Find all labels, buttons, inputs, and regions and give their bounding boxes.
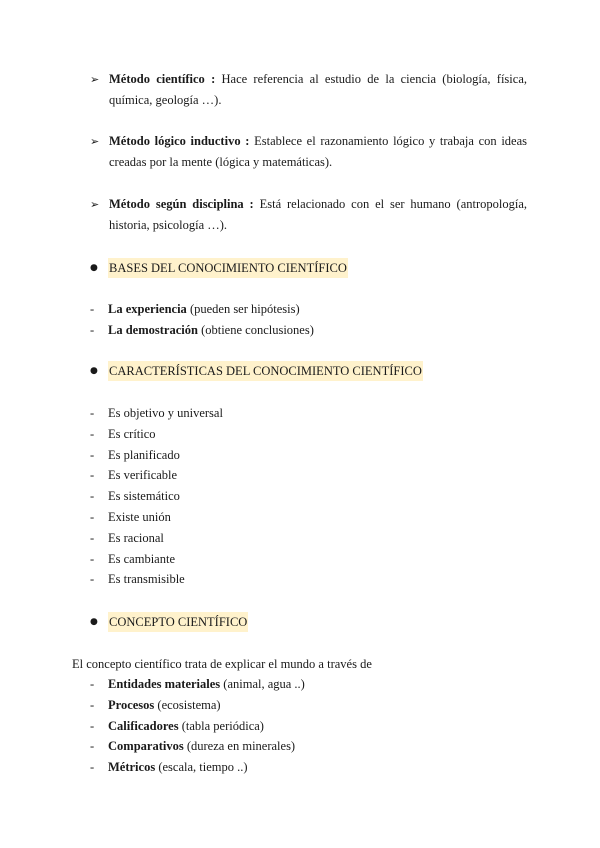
dash-marker: - <box>90 322 95 337</box>
method-term: Método científico : <box>109 72 216 86</box>
dash-marker: - <box>90 718 95 733</box>
dash-marker: - <box>90 572 95 587</box>
dash-marker: - <box>90 447 95 462</box>
item-term: La experiencia <box>108 302 187 316</box>
dash-marker: - <box>90 406 95 420</box>
item-text: Es transmisible <box>108 572 185 587</box>
dash-marker: - <box>90 551 95 566</box>
highlighted-heading: BASES DEL CONOCIMIENTO CIENTÍFICO <box>108 258 348 278</box>
method-description: Establece el razonamiento lógico y trabaja con ideas creadas por la mente (lógica y matemáticas). <box>109 134 528 169</box>
dash-marker: - <box>90 760 95 775</box>
item-text: Es racional <box>108 530 164 545</box>
item-term: Comparativos <box>108 739 184 754</box>
item-detail: (animal, agua ..) <box>220 677 305 691</box>
dash-marker: - <box>90 489 95 504</box>
item-detail: (pueden ser hipótesis) <box>186 302 300 316</box>
item-detail: (dureza en minerales) <box>183 739 296 754</box>
highlighted-heading: CONCEPTO CIENTÍFICO <box>108 612 248 632</box>
item-term: Procesos <box>108 697 155 712</box>
item-text: Es cambiante <box>108 551 175 566</box>
item-text: Es objetivo y universal <box>108 406 223 420</box>
round-bullet-icon: ● <box>90 617 98 627</box>
dash-marker: - <box>90 677 95 691</box>
round-bullet-icon: ● <box>90 263 98 273</box>
dash-marker: - <box>90 697 95 712</box>
arrow-bullet-icon: ➢ <box>90 198 100 211</box>
item-detail: (obtiene conclusiones) <box>197 322 314 337</box>
concepto-intro: El concepto científico trata de explicar el mundo a través de <box>72 657 372 671</box>
method-term: Método según disciplina : <box>109 197 254 211</box>
dash-marker: - <box>90 739 95 754</box>
highlighted-heading: CARACTERÍSTICAS DEL CONOCIMIENTO CIENTÍFICO <box>108 361 423 381</box>
item-text: Existe unión <box>108 509 171 524</box>
item-detail: (tabla periódica) <box>178 718 264 733</box>
item-text: Es crítico <box>108 426 156 441</box>
item-term: Métricos <box>108 760 156 775</box>
dash-marker: - <box>90 530 95 545</box>
arrow-bullet-icon: ➢ <box>90 73 100 86</box>
item-detail: (escala, tiempo ..) <box>155 760 248 775</box>
method-segun-disciplina <box>90 194 527 236</box>
item-term: La demostración <box>108 322 198 337</box>
method-description: Está relacionado con el ser humano (antropología, historia, psicología …). <box>109 197 528 232</box>
dash-marker: - <box>90 426 95 441</box>
dash-marker: - <box>90 509 95 524</box>
method-description: Hace referencia al estudio de la ciencia (biología, física, química, geología …). <box>109 72 527 107</box>
method-cientifico <box>90 69 527 111</box>
item-term: Entidades materiales <box>108 677 221 691</box>
dash-marker: - <box>90 468 95 483</box>
method-logico-inductivo <box>90 131 527 173</box>
method-term: Método lógico inductivo : <box>109 134 250 148</box>
dash-marker: - <box>90 302 95 316</box>
arrow-bullet-icon: ➢ <box>90 135 100 148</box>
item-detail: (ecosistema) <box>154 697 221 712</box>
round-bullet-icon: ● <box>90 366 98 376</box>
item-text: Es planificado <box>108 447 180 462</box>
item-text: Es verificable <box>108 468 178 483</box>
item-text: Es sistemático <box>108 489 180 504</box>
item-term: Calificadores <box>108 718 179 733</box>
